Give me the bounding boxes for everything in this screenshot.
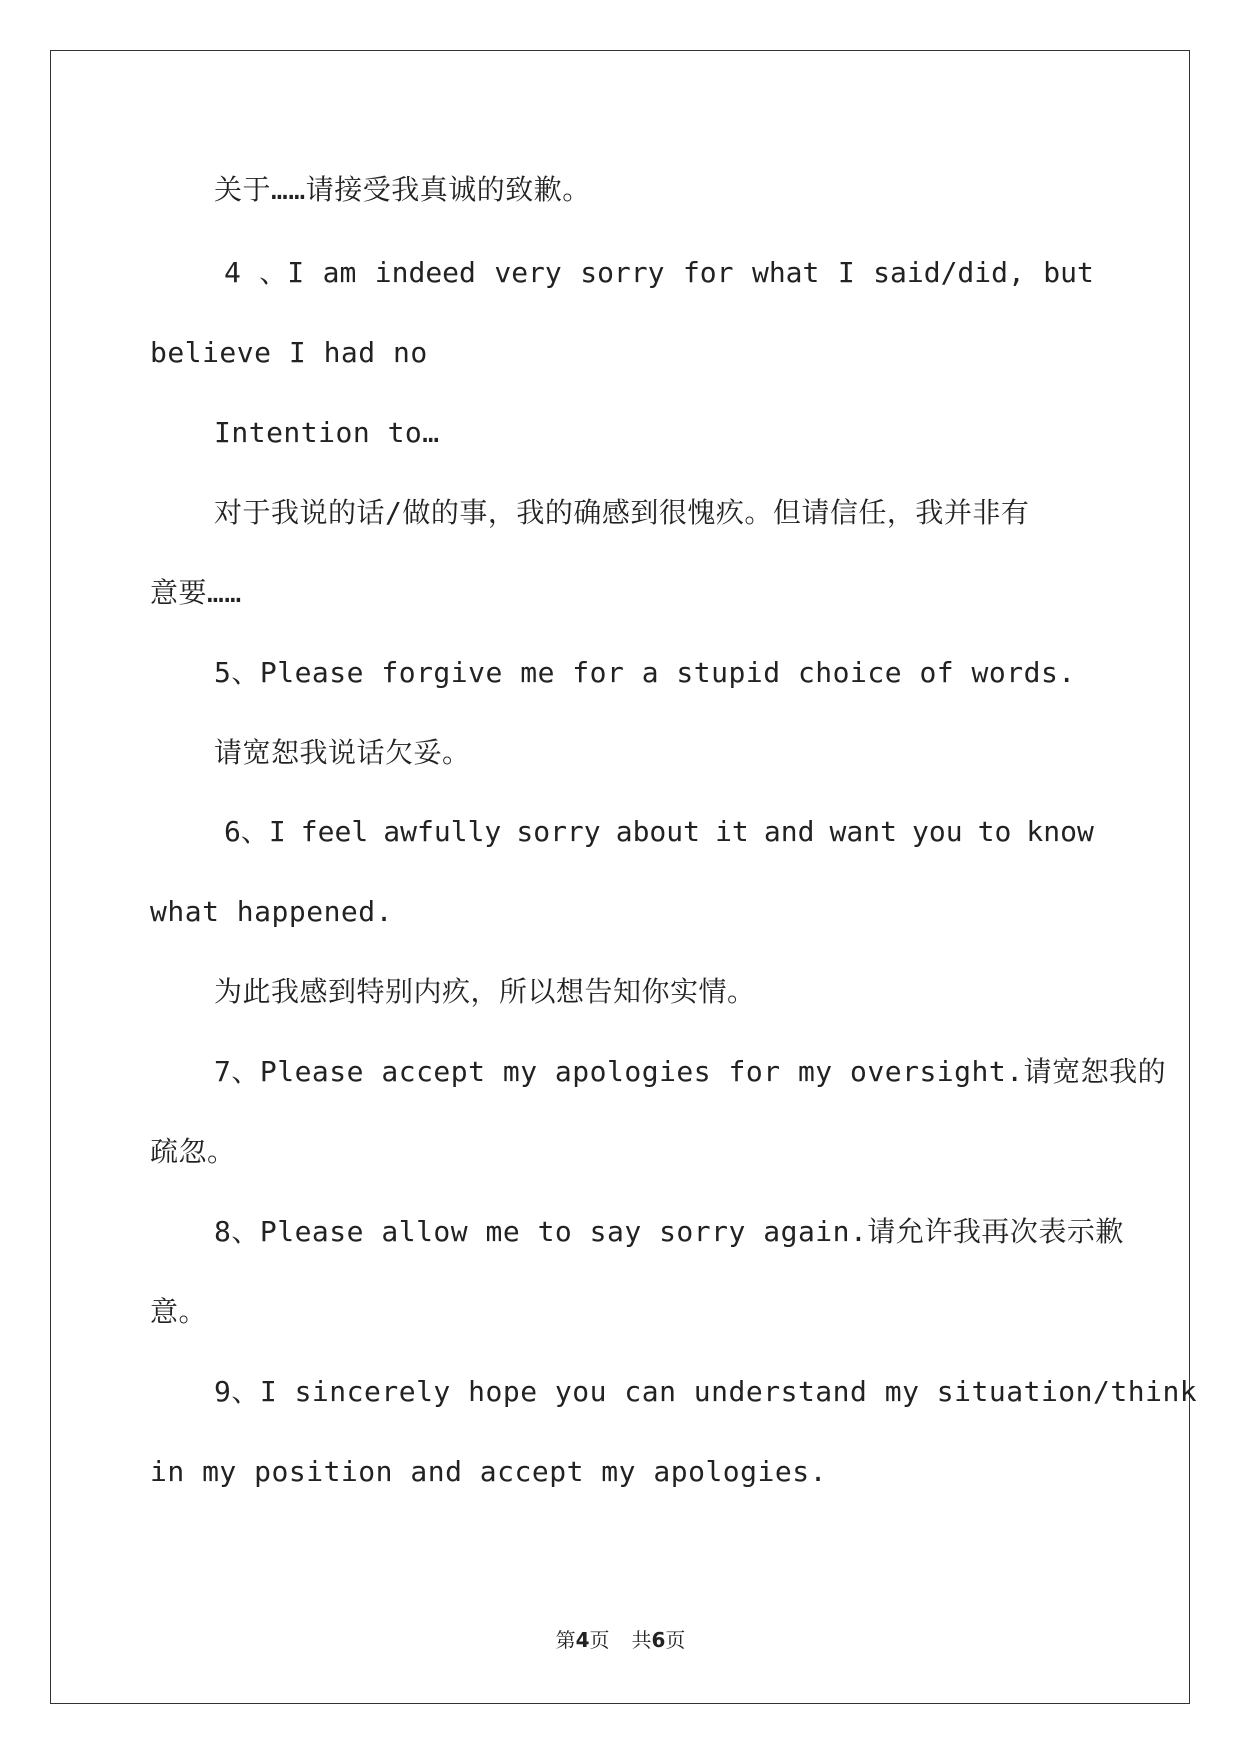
footer-total-prefix: 共 [631,1628,652,1652]
footer-total-number: 6 [651,1628,666,1652]
l09-word-7: want [829,815,897,848]
l09-word-3: sorry [516,815,601,848]
text-line-15: 意。 [150,1295,208,1328]
l02-word-7: what [751,256,820,289]
l09-word-5: it [715,815,749,848]
text-line-12: 7、Please accept my apologies for my oversight.请宽恕我的 [214,1055,1167,1088]
l02-word-3: indeed [374,256,476,289]
l02-word-8: I [837,256,855,289]
l09-word-4: about [615,815,701,848]
l09-word-0: 6、I [224,815,286,848]
l02-word-4: very [494,256,562,289]
l02-word-2: am [322,256,357,289]
text-line-11: 为此我感到特别内疚，所以想告知你实情。 [214,975,756,1008]
l02-word-9: said/did, [873,256,1025,289]
text-line-5: 对于我说的话/做的事，我的确感到很愧疚。但请信任，我并非有 [214,496,1030,529]
l02-word-6: for [682,256,734,289]
l09-word-6: and [763,815,815,848]
l02-word-5: sorry [580,256,665,289]
text-line-16: 9、I sincerely hope you can understand my situation/think [214,1375,1198,1408]
text-line-8: 请宽恕我说话欠妥。 [214,736,471,769]
l02-word-1: 、I [259,256,305,289]
text-line-13: 疏忽。 [150,1135,236,1168]
l09-word-1: feel [300,815,369,848]
footer-prefix: 第 [555,1628,576,1652]
text-line-14: 8、Please allow me to say sorry again.请允许我再次表示歉 [214,1215,1124,1248]
l09-word-2: awfully [383,815,502,848]
text-line-3: believe I had no [150,336,428,369]
text-line-2 [224,256,1094,290]
l09-word-10: know [1026,815,1094,848]
page-footer [0,1628,1241,1652]
text-line-10: what happened. [150,895,394,928]
l02-word-10: but [1043,256,1094,289]
text-line-17: in my position and accept my apologies. [150,1455,827,1488]
text-line-6: 意要…… [150,576,242,609]
footer-total-suffix: 页 [665,1628,686,1652]
footer-page-number: 4 [575,1628,590,1652]
text-line-9 [224,815,1094,849]
text-line-7: 5、Please forgive me for a stupid choice of words. [214,656,1076,689]
footer-page-suffix: 页 [589,1628,610,1652]
l09-word-9: to [977,815,1012,848]
text-line-4: Intention to… [214,416,440,449]
l09-word-8: you [912,815,963,848]
l02-word-0: 4 [224,256,241,289]
text-line-1: 关于……请接受我真诚的致歉。 [214,173,591,206]
